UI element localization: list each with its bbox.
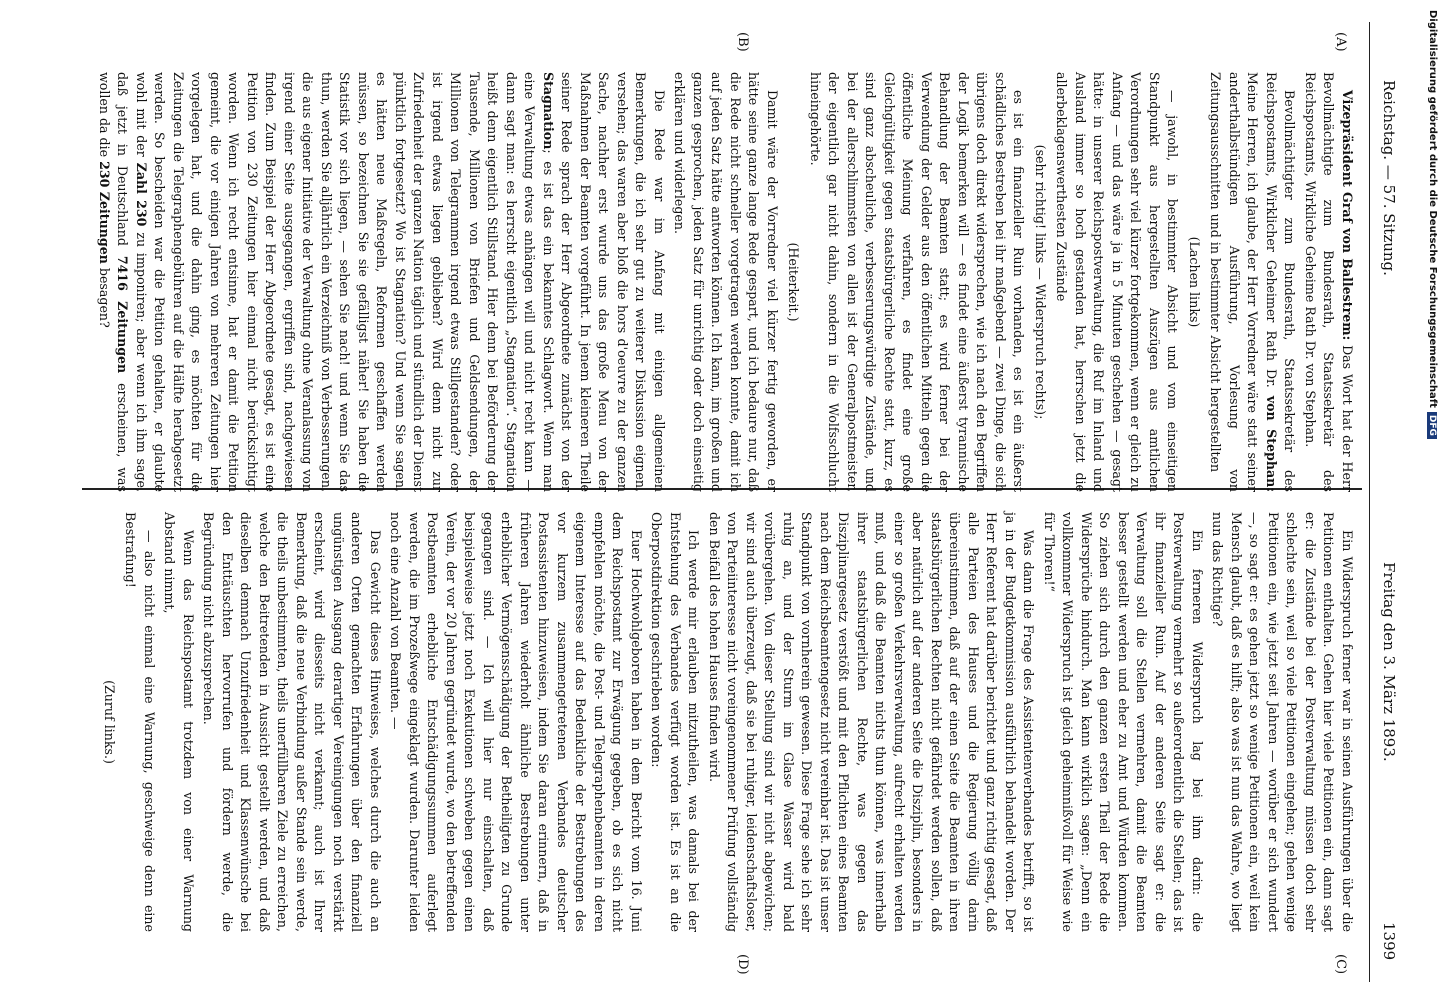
left-column bbox=[91, 72, 1356, 492]
paragraph-text: Bevollmächtigter zum Bundesrath, Staatssekretär des Reichspostamts, Wirklicher Geheimer Rath Dr. bbox=[1264, 72, 1298, 492]
dfg-logo: DFG bbox=[1427, 412, 1437, 439]
paragraph: Ich werde mir erlauben mitzutheilen, was damals bei der Entstehung des Verbandes verfügt worden ist. Es ist an die Oberpostdirektion geschrieben worden: bbox=[649, 512, 702, 932]
stage-direction: (Zuruf links.) bbox=[102, 680, 117, 764]
stage-direction: (sehr richtig! links — Widerspruch rechts); bbox=[1033, 144, 1048, 420]
paragraph bbox=[1301, 72, 1357, 492]
paragraph bbox=[95, 72, 669, 492]
emphasized-number: 7416 Zeitungen bbox=[115, 255, 131, 374]
quoted-paragraph: Euer Hochwohlgeboren haben in dem Bericht vom 16. Juni dem Reichspostamt zur Erwägung gegeben, ob es sich nicht empfehlen möchte, die Post- und Telegraphenbeamten in deren eigenem Interesse auf das Bedenkliche der Bestrebungen des vor kurzem zusammengetretenen Verbandes deutscher Postassistenten hinzuweisen, indem Sie daran erinnern, daß in früheren Jahren wiederholt ähnliche Bestrebungen unter erheblicher Vermögensschädigung der Betheiligten zu Grunde gegangen sind. — Ich will hier nur einschalten, daß beispielsweise jetzt noch Exekutionen schweben gegen einen Verein, der vor 20 Jahren gegründet wurde, wo den betreffenden Postbeamten erhebliche Entschädigungssummen auferlegt werden, die im Prozeßwege eingeklagt wurden. Darunter leiden noch eine Anzahl von Beamten. — bbox=[388, 512, 644, 932]
paragraph-text: Das Wort hat der Herr Bevollmächtigte zum Bundesrath, Staatssekretär des Reichspostamts, Wirkliche Geheime Rath Dr. von Stephan. bbox=[1303, 72, 1355, 492]
quoted-paragraph: Wenn das Reichspostamt trotzdem von einer Warnung Abstand nimmt, bbox=[162, 512, 196, 932]
paragraph-text: Meine Herren, ich glaube, der Herr Vorredner wäre statt seiner anderthalbstündigen Ausführung, Vorlesung von Zeitungsausschnitten und in bestimmter Absicht hergestellten bbox=[1208, 72, 1261, 492]
margin-mark-c: (C) bbox=[1333, 954, 1348, 975]
right-running-title: Freitag den 3. März 1893. bbox=[1380, 562, 1398, 762]
paragraph bbox=[1206, 72, 1299, 492]
paragraph-text: Die Rede war im Anfang mit einigen allgemeinen Bemerkungen, die ich sehr gut zu weiterer Diskussion eignen, versehen; das waren aber bloß die hors d'oeuvre zu der ganzen Sache, nachher erst wurde uns das große Menu von der Maßnahmen der Beamten vorgeführt. In jenem kleineren Theile seiner Rede sprach der Herr Abgeordnete zunächst von der bbox=[559, 72, 667, 492]
paragraph: — also nicht einmal eine Warnung, geschweige denn eine Bestrafung! bbox=[123, 512, 157, 932]
paragraph-text: besagen? bbox=[97, 267, 112, 328]
digitization-credit bbox=[1420, 10, 1442, 985]
paragraph: es ist ein finanzieller Ruin vorhanden, es ist ein äußerst schädliches Bestreben bei ihr maßgebend — zwei Dinge, die sich übrigens doch direkt widersprechen, wie ich nach den Begriffen der Logik bemerken will — es findet eine äußerst tyrannische Behandlung der Beamten statt; es wird ferner bei der Verwendung der Gelder aus den öffentlichen Mitteln gegen die öffentliche Meinung verfahren, es findet eine große Gleichgültigkeit gegen staatsbürgerliche Rechte statt, kurz, es sind ganz abscheuliche, verbesserungswürdige Zustände, und bei der allerschlimmsten von allen ist der Generalpostmeister, der eigentlich gar nicht dahin, sondern in die Wolfsschlucht hineingehörte. bbox=[808, 72, 1027, 492]
margin-mark-b: (B) bbox=[735, 32, 750, 52]
paragraph-text: erscheinen, was wollen da die bbox=[97, 72, 131, 492]
emphasized-number: Zahl 230 bbox=[134, 162, 149, 227]
paragraph-text: ; es ist das ein bekanntes Schlagwort. Wenn man eine Verwaltung etwas anhängen will und nicht recht kann — dann sagt man: es herrscht eigentlich „Stagnation“. Stagnation heißt denn eigentlich Stillstand. Hier denn bei Beförderung der Tausende, Millionen von Briefen und Geldsendungen, der Millionen von Telegrammen irgend etwas Stillgestanden? oder ist irgend etwas liegen geblieben? Wird denn nicht zur Zufriedenheit der ganzen Nation täglich und stündlich der Dienst pünktlich fortgesetzt? Wo ist Stagnation? Und wenn Sie sagen, es hätten neue Maßregeln, Reformen geschaffen werden müssen, so bezeichnen Sie sie gefälligst näher! Sie haben die Statistik vor sich liegen, — sehen Sie nach! und wenn Sie das thun, werden Sie alljährlich ein Verzeichniß von Verbesserungen, die aus eigener Initiative der Verwaltung ohne Veranlassung von irgend einer Seite ausgegangen, ergriffen sind, nachgewiesen finden. Zum Beispiel der Herr Abgeordnete gesagt, es ist eine Petition von 230 Zeitungen hier einmal nicht berücksichtigt worden. Wenn ich recht entsinne, hat er damit die Petition gemeint, die vor einigen Jahren von mehreren Zeitungen hier vorgelegen hat, und die dahin ging, es möchten für die Zeitungen die Telegraphengebühren auf die Hälfte herabgesetzt werden. So bescheiden war die Petition gehalten, er glaubte wohl mit der bbox=[134, 72, 556, 492]
stage-direction: (Heiterkeit.) bbox=[786, 242, 802, 322]
page-header bbox=[1369, 22, 1410, 982]
credit-line bbox=[1427, 10, 1438, 985]
margin-mark-d: (D) bbox=[735, 954, 750, 975]
margin-mark-a: (A) bbox=[1333, 32, 1348, 52]
speaker-name: von Stephan: bbox=[1264, 395, 1279, 492]
paragraph-text: zu imponiren; aber wenn ich ihm sage, daß jetzt in Deutschland bbox=[115, 72, 149, 492]
emphasized-number: 230 Zeitungen bbox=[97, 161, 112, 264]
right-column bbox=[91, 512, 1356, 932]
page-number: 1399 bbox=[1380, 922, 1398, 961]
paragraph: — jawohl, in bestimmter Absicht und vom einseitigen Standpunkt aus hergestellten Auszügen aus amtlichen Verordnungen sehr viel kürzer fortgekommen, wenn er gleich zu Anfang — und das wäre ja in 5 Minuten geschehen — gesagt hätte: in unserer Reichspostverwaltung, die Ruf im Inland und Ausland immer so hoch gestanden hat, herrschen jetzt die allerbeklagenswerthesten Zustände bbox=[1054, 72, 1181, 492]
quoted-paragraph: Das Gewicht dieses Hinweises, welches durch die auch an anderen Orten gemachten Erfahrungen über den finanziell ungünstigen Ausgang derartiger Vereinigungen noch verstärkt erscheint, wird diesseits nicht verkannt; auch ist Ihrer Bemerkung, daß die neue Verbindung außer Stande sein werde, die theils unbestimmten, theils unerfüllbaren Ziele zu erreichen, welche den Beitretenden in Aussicht gestellt werden, und daß dieselben demnach Unzufriedenheit und Klassenwünsche bei den Enttäuschten hervorrufen und fördern werde, die Begründung nicht abzusprechen. bbox=[201, 512, 383, 932]
stage-direction: (Lachen links) bbox=[1187, 236, 1202, 328]
emphasized-word: Stagnation bbox=[541, 72, 556, 150]
scanned-page bbox=[60, 22, 1410, 982]
left-running-title: Reichstag. — 57. Sitzung. bbox=[1380, 80, 1398, 276]
speaker-name: Vizepräsident Graf von Ballestrem: bbox=[1340, 90, 1355, 341]
paragraph: Damit wäre der Vorredner viel kürzer fertig geworden, er hätte seine ganze lange Rede gespart, und ich bedaure nur, daß die Rede nicht schneller vorgetragen werden konnte, damit ich auf jeden Satz hätte antworten können. Ich kann, im großen und ganzen gesprochen, jeden Satz für unrichtig oder doch einseitig erklären und widerlegen. bbox=[672, 72, 780, 492]
credit-text: Digitalisierung gefördert durch die Deutsche Forschungsgemeinschaft bbox=[1427, 10, 1438, 408]
paragraph: Was dann die Frage des Assistentenverbandes betrifft, so ist ja in der Budgetkommission ausführlich behandelt worden. Der Herr Referent hat darüber berichtet und ganz richtig gesagt, daß alle Parteien des Hauses und die Regierung völlig darin übereinstimmen, daß auf der einen Seite die Beamten in ihren staatsbürgerlichen Rechten nicht gefährdet werden sollen, daß aber natürlich auf der anderen Seite die Disziplin, besonders in einer so großen Verkehrsverwaltung, aufrecht erhalten werden muß, und daß die Beamten nichts thun können, was innerhalb ihrer staatsbürgerlichen Rechte, was gegen das Disziplinargesetz verstößt und mit den Pflichten eines Beamten nach dem Reichsbeamtengesetz nicht vereinbar ist. Das ist unser Standpunkt von vornherein gewesen. Diese Frage sehe ich sehr ruhig an, und der Sturm im Glase Wasser wird bald vorübergehen. Von dieser Stellung sind wir nicht abgewichen; wir sind auch überzeugt, daß sie bei ruhiger, leidenschaftsloser, von Parteiinteresse nicht voreingenommener Prüfung vollständig den Beifall des hohen Hauses finden wird. bbox=[707, 512, 1037, 932]
paragraph: Ein ferneren Widerspruch lag bei ihm darin: die Postverwaltung vermehrt so außerordentlich die Stellen; das ist ihr finanzieller Ruin. Auf der anderen Seite sagt er: die Verwaltung soll die Stellen vermehren, damit die Beamten besser gestellt werden und eher zu Amt und Würden kommen. So ziehen sich durch den ganzen ersten Theil der Rede die Widersprüche hindurch. Man kann wirklich sagen: „Denn ein vollkommner Widerspruch ist gleich geheimnißvoll für Weise wie für Thoren!“ bbox=[1042, 512, 1205, 932]
paragraph: Ein Widerspruch ferner war in seinen Ausführungen über die Petitionen enthalten. Gehen hier viele Petitionen ein, dann sagt er: die Zustände bei der Postverwaltung müssen doch sehr schlechte sein, weil so viele Petitionen eingehen; gehen wenige Petitionen ein, wie jetzt seit Jahren — worüber er sich wundert —, so sagt er: es gehen jetzt so wenige Petitionen ein, weil kein Mensch glaubt, daß es hilft; also was ist nun das Wahre, wo liegt nun das Richtige? bbox=[1210, 512, 1355, 932]
